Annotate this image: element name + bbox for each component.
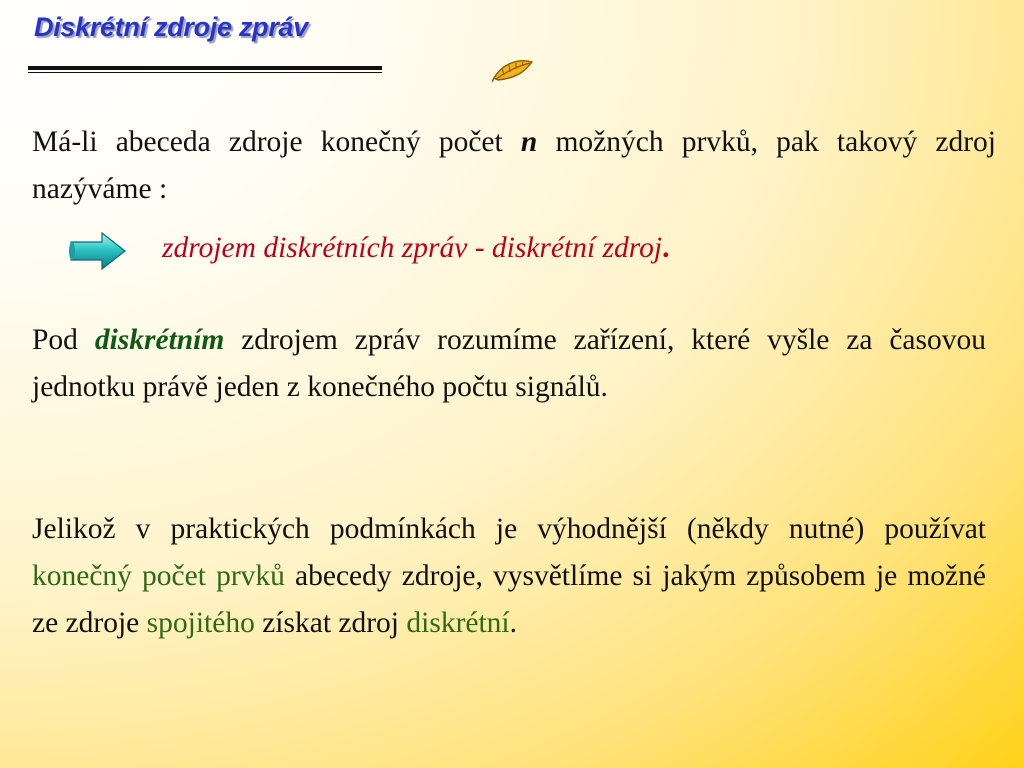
term-diskretnim: diskrétním bbox=[94, 324, 225, 356]
p3-part1: Jelikož v praktických podmínkách je výhodnější (někdy nutné) používat bbox=[32, 513, 986, 545]
title-underline-thin bbox=[28, 72, 382, 73]
definition-phrase: zdrojem diskrétních zpráv - diskrétní zdroj bbox=[162, 232, 663, 264]
p2-before: Pod bbox=[32, 324, 95, 356]
title-underline-thick bbox=[28, 66, 382, 70]
p3-part3: abecedy zdroje, vysvětlíme si jakým způsobem je možné ze zdroje bbox=[32, 560, 986, 639]
p3-part5: získat zdroj bbox=[254, 607, 407, 639]
p3-discrete: diskrétní bbox=[406, 607, 510, 639]
definition-text bbox=[162, 225, 669, 272]
p1-after: možných prvků, pak takový zdroj nazýváme : bbox=[32, 126, 996, 205]
p2-after: zdrojem zpráv rozumíme zařízení, které vyšle za časovou jednotku právě jeden z konečného počtu signálů. bbox=[32, 324, 986, 403]
slide-title: Diskrétní zdroje zpráv bbox=[34, 12, 308, 42]
paragraph-alphabet bbox=[32, 119, 996, 213]
p3-finite-elements: konečný počet prvků bbox=[32, 560, 285, 592]
leaf-icon bbox=[492, 56, 534, 84]
paragraph-discrete-source bbox=[32, 317, 986, 411]
p3-continuous: spojitého bbox=[146, 607, 255, 639]
paragraph-practical bbox=[32, 506, 986, 647]
arrow-right-icon bbox=[68, 230, 128, 272]
p3-part7: . bbox=[509, 607, 518, 639]
definition-dot: . bbox=[662, 232, 670, 264]
p1-before: Má-li abeceda zdroje konečný počet bbox=[32, 126, 521, 158]
variable-n: n bbox=[520, 126, 538, 158]
